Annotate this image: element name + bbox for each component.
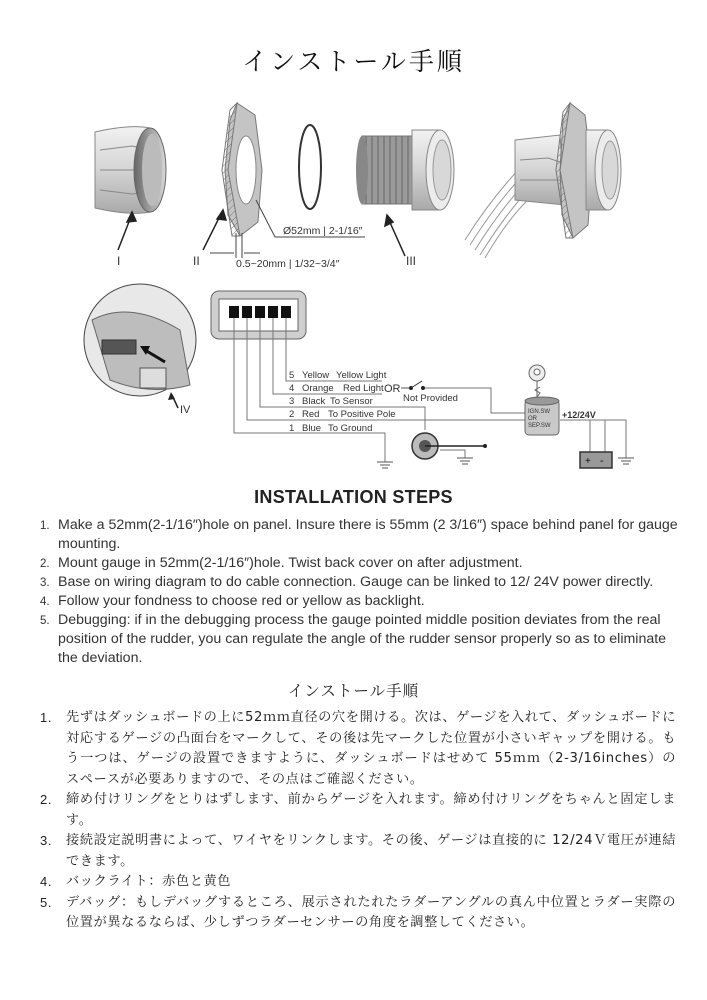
or-label: OR [384, 383, 401, 395]
step-text: Base on wiring diagram to do cable connection. Gauge can be linked to 12/ 24V power directly. [58, 574, 654, 590]
rudder-sensor-icon [412, 433, 487, 459]
switch-icon [401, 381, 425, 390]
wire-3-function: To Sensor [330, 396, 373, 407]
hole-dimension-label: Ø52mm | 2-1/16″ [283, 225, 363, 237]
battery-icon [580, 452, 612, 468]
wire-1-pin: 1 [289, 423, 295, 434]
label-part-iii: III [406, 254, 417, 268]
step-item [40, 516, 680, 554]
ignition-label-3: SEP.SW [528, 423, 551, 429]
label-part-iv: IV [180, 404, 191, 416]
o-ring [299, 125, 321, 209]
page-title: インストール手順 [242, 47, 465, 76]
ignition-switch [525, 397, 559, 435]
back-cover-part-i [95, 127, 166, 214]
ignition-label-2: OR [528, 416, 537, 422]
installation-steps-list [40, 516, 680, 668]
step-text: Make a 52mm(2-1/16″)hole on panel. Insure there is 55mm (2 3/16″) space behind panel for gauge mounting. [58, 517, 678, 552]
wiring-diagram [0, 280, 707, 475]
jp-step-item [40, 708, 676, 790]
step-text: Debugging: if in the debugging process the gauge pointed middle position deviates from the real position of the rudder, you can regulate the angle of the rudder sensor properly so as to eliminate the deviation. [58, 612, 667, 666]
voltage-label: +12/24V [562, 410, 596, 420]
panel-thickness-label: 0.5~20mm | 1/32~3/4″ [236, 258, 340, 270]
step-number: 3. [40, 577, 50, 589]
jp-step-number: 4. [40, 874, 53, 889]
step-number: 4. [40, 596, 50, 608]
wire-2-pin: 2 [289, 409, 295, 420]
label-part-ii: II [193, 254, 200, 268]
step-number: 2. [40, 558, 50, 570]
connector-pinout [211, 291, 306, 339]
jp-step-number: 2. [40, 792, 53, 807]
wire-3-pin: 3 [289, 396, 295, 407]
step-item [40, 554, 680, 573]
step-text: Follow your fondness to choose red or yellow as backlight. [58, 593, 425, 609]
step-item [40, 611, 680, 668]
wire-5-function: Yellow Light [336, 370, 387, 381]
step-item [40, 592, 680, 611]
wire-4-color: Orange [302, 383, 334, 394]
jp-step-item [40, 831, 676, 872]
jp-step-text: デバッグ：もしデバッグするところ、展示されたれたラダーアングルの真ん中位置とラダー実際の位置が異なるならば、少しずつラダーセンサーの角度を調整してください。 [66, 894, 676, 930]
wire-4-pin: 4 [289, 383, 295, 394]
panel-part-ii [222, 103, 262, 236]
step-text: Mount gauge in 52mm(2-1/16″)hole. Twist back cover on after adjustment. [58, 555, 523, 571]
jp-step-number: 5. [40, 894, 53, 910]
wire-1-function: To Ground [328, 423, 373, 434]
label-part-i: I [117, 254, 121, 268]
jp-step-number: 1. [40, 710, 53, 725]
switch-note: Not Provided [403, 393, 458, 404]
jp-step-item [40, 790, 676, 831]
wire-2-color: Red [302, 409, 320, 420]
key-icon [529, 365, 545, 397]
step-number: 1. [40, 520, 50, 532]
wire-2-function: To Positive Pole [328, 409, 396, 420]
jp-steps-heading: インストール手順 [287, 682, 420, 700]
mounting-exploded-diagram [0, 90, 707, 280]
jp-step-text: 先ずはダッシュボードの上に52ｍｍ直径の穴を開ける。次は、ゲージを入れて、ダッシュボードに対応するゲージの凸面台をマークして、その後は先マークした位置が小さいギャップを開ける。もう一つは、ゲージの設置できますように、ダッシュボードはせめて 55ｍｍ（2-3/16inches）のスペースが必要ありますので、その点はご確認ください。 [66, 710, 676, 787]
threaded-ring-part-iii [356, 130, 454, 210]
connector-closeup [84, 284, 196, 396]
battery-plus: + [585, 456, 591, 467]
wire-5-color: Yellow [302, 370, 330, 381]
wire-3-color: Black [302, 396, 326, 407]
ignition-label-1: IGN.SW [528, 409, 550, 415]
jp-step-number: 3. [40, 833, 53, 848]
wire-5-pin: 5 [289, 370, 295, 381]
jp-step-text: 締め付けリングをとりはずします、前からゲージを入れます。締め付けリングをちゃんと固定します。 [66, 792, 676, 828]
jp-steps-list [40, 708, 676, 934]
jp-step-item [40, 872, 676, 893]
step-number: 5. [40, 615, 50, 627]
assembled-gauge [465, 103, 621, 258]
installation-steps-heading: INSTALLATION STEPS [254, 487, 453, 507]
jp-step-text: 接続設定説明書によって、ワイヤをリンクします。その後、ゲージは直接的に 12/24Ｖ電圧が連結できます。 [66, 833, 676, 869]
wire-4-function: Red Light [343, 383, 384, 394]
wire-1-color: Blue [302, 423, 322, 434]
battery-minus: - [600, 455, 604, 467]
jp-step-item [40, 893, 676, 934]
jp-step-text: バックライト：赤色と黄色 [66, 874, 232, 889]
step-item [40, 573, 680, 592]
